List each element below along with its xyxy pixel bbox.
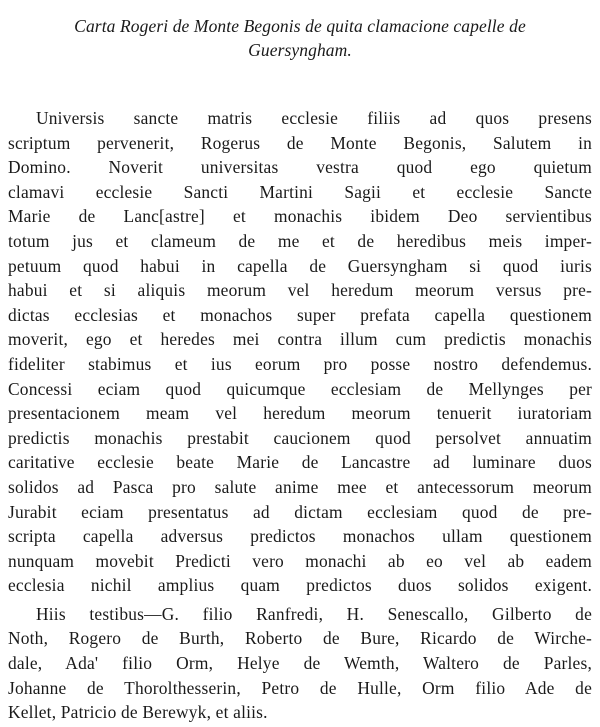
text-line: dale, Ada' filio Orm, Helye de Wemth, Waltero de Parles, (8, 653, 592, 674)
text-line: nunquam movebit Predicti vero monachi ab eo vel ab eadem (8, 550, 592, 571)
text-line: solidos ad Pasca pro salute anime mee et antecessorum meorum (8, 476, 592, 497)
title-line: Carta Rogeri de Monte Begonis de quita clamacione capelle de (74, 16, 526, 36)
text-line: fideliter stabimus et ius eorum pro posse nostro defendemus. (8, 353, 592, 374)
text-line: scripta capella adversus predictos monachos ullam questionem (8, 526, 592, 547)
charter-title (8, 14, 592, 62)
text-line: Concessi eciam quod quicumque ecclesiam de Mellynges per (8, 378, 592, 399)
text-line: presentacionem meam vel heredum meorum tenuerit iuratoriam (8, 403, 592, 424)
text-line: Johanne de Thorolthesserin, Petro de Hulle, Orm filio Ade de (8, 677, 592, 698)
text-line: caritative ecclesie beate Marie de Lancastre ad luminare duos (8, 452, 592, 473)
paragraph-witnesses (8, 602, 592, 725)
text-line: Universis sancte matris ecclesie filiis ad quos presens (36, 108, 592, 128)
text-line: Domino. Noverit universitas vestra quod ego quietum (8, 157, 592, 178)
text-line: Marie de Lanc[astre] et monachis ibidem Deo servientibus (8, 206, 592, 227)
document-page (8, 14, 592, 725)
text-line: petuum quod habui in capella de Guersyngham si quod iuris (8, 255, 592, 276)
text-line: moverit, ego et heredes mei contra illum cum predictis monachis (8, 329, 592, 350)
text-line: Jurabit eciam presentatus ad dictam ecclesiam quod de pre- (8, 501, 592, 522)
title-line: Guersyngham. (248, 40, 352, 60)
text-line: predictis monachis prestabit caucionem quod persolvet annuatim (8, 427, 592, 448)
text-line: Hiis testibus—G. filio Ranfredi, H. Senescallo, Gilberto de (36, 603, 592, 624)
text-line: scriptum pervenerit, Rogerus de Monte Begonis, Salutem in (8, 132, 592, 153)
text-line: totum jus et clameum de me et de heredibus meis imper- (8, 230, 592, 251)
text-line: ecclesia nichil amplius quam predictos duos solidos exigent. (8, 575, 592, 596)
text-line: Kellet, Patricio de Berewyk, et aliis. (8, 702, 268, 723)
charter-body (8, 106, 592, 725)
text-line: clamavi ecclesie Sancti Martini Sagii et ecclesie Sancte (8, 181, 592, 202)
paragraph-main (8, 106, 592, 598)
text-line: habui et si aliquis meorum vel heredum meorum versus pre- (8, 280, 592, 301)
text-line: dictas ecclesias et monachos super prefata capella questionem (8, 304, 592, 325)
text-line: Noth, Rogero de Burth, Roberto de Bure, Ricardo de Wirche- (8, 628, 592, 649)
